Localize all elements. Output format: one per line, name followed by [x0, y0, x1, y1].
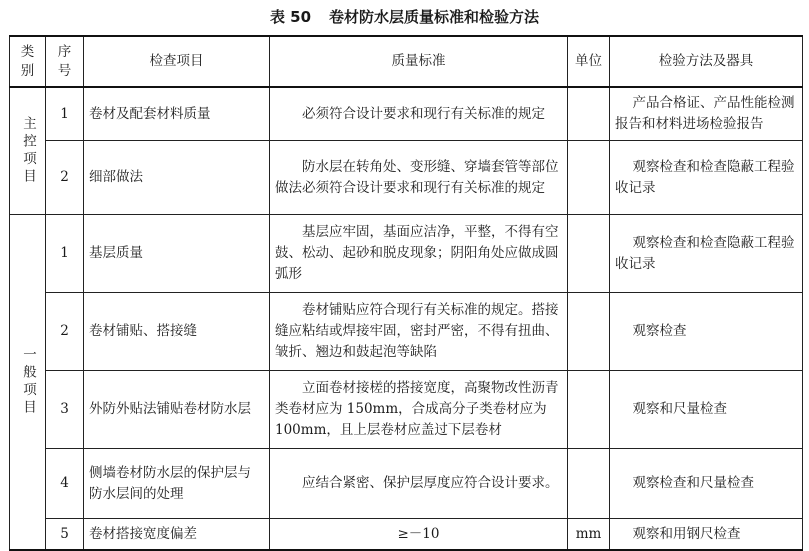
seq-cell: 1: [46, 215, 84, 293]
quality-standard-table: [9, 35, 803, 551]
table-caption: [0, 6, 809, 27]
table-row: [10, 215, 803, 293]
table-header-row: [10, 36, 803, 87]
standard-cell: 卷材铺贴应符合现行有关标准的规定。搭接缝应粘结或焊接牢固，密封严密，不得有扭曲、皱折、翘边和鼓起泡等缺陷: [270, 293, 568, 371]
seq-cell: 5: [46, 519, 84, 551]
table-number: 表 50: [269, 8, 312, 26]
header-category: 类别: [10, 36, 46, 87]
standard-cell: 应结合紧密、保护层厚度应符合设计要求。: [270, 449, 568, 519]
unit-cell: [568, 449, 610, 519]
item-cell: 外防外贴法铺贴卷材防水层: [84, 371, 270, 449]
standard-cell: ≥－10: [270, 519, 568, 551]
seq-cell: 2: [46, 293, 84, 371]
seq-cell: 4: [46, 449, 84, 519]
method-cell: 观察检查和检查隐蔽工程验收记录: [610, 215, 803, 293]
method-cell: 观察和用钢尺检查: [610, 519, 803, 551]
header-method: 检验方法及器具: [610, 36, 803, 87]
category-cell: 一般项目: [10, 215, 46, 551]
item-cell: 卷材及配套材料质量: [84, 87, 270, 141]
item-cell: 卷材铺贴、搭接缝: [84, 293, 270, 371]
seq-cell: 2: [46, 141, 84, 215]
standard-cell: 必须符合设计要求和现行有关标准的规定: [270, 87, 568, 141]
table-row: [10, 87, 803, 141]
table-row: [10, 371, 803, 449]
unit-cell: [568, 293, 610, 371]
unit-cell: [568, 371, 610, 449]
table-row: [10, 141, 803, 215]
table-row: [10, 519, 803, 551]
table-title: 卷材防水层质量标准和检验方法: [329, 8, 540, 26]
seq-cell: 1: [46, 87, 84, 141]
method-cell: 观察检查和尺量检查: [610, 449, 803, 519]
header-seq: 序号: [46, 36, 84, 87]
standard-cell: 基层应牢固，基面应洁净，平整，不得有空鼓、松动、起砂和脱皮现象；阴阳角处应做成圆弧形: [270, 215, 568, 293]
header-item: 检查项目: [84, 36, 270, 87]
table-row: [10, 449, 803, 519]
unit-cell: [568, 141, 610, 215]
table-row: [10, 293, 803, 371]
standard-cell: 防水层在转角处、变形缝、穿墙套管等部位做法必须符合设计要求和现行有关标准的规定: [270, 141, 568, 215]
method-cell: 产品合格证、产品性能检测报告和材料进场检验报告: [610, 87, 803, 141]
header-unit: 单位: [568, 36, 610, 87]
standard-cell: 立面卷材接槎的搭接宽度，高聚物改性沥青类卷材应为 150mm，合成高分子类卷材应为 100mm，且上层卷材应盖过下层卷材: [270, 371, 568, 449]
seq-cell: 3: [46, 371, 84, 449]
item-cell: 卷材搭接宽度偏差: [84, 519, 270, 551]
unit-cell: mm: [568, 519, 610, 551]
item-cell: 细部做法: [84, 141, 270, 215]
unit-cell: [568, 87, 610, 141]
item-cell: 基层质量: [84, 215, 270, 293]
category-cell: 主控项目: [10, 87, 46, 215]
method-cell: 观察检查: [610, 293, 803, 371]
header-standard: 质量标准: [270, 36, 568, 87]
method-cell: 观察和尺量检查: [610, 371, 803, 449]
item-cell: 侧墙卷材防水层的保护层与防水层间的处理: [84, 449, 270, 519]
unit-cell: [568, 215, 610, 293]
method-cell: 观察检查和检查隐蔽工程验收记录: [610, 141, 803, 215]
